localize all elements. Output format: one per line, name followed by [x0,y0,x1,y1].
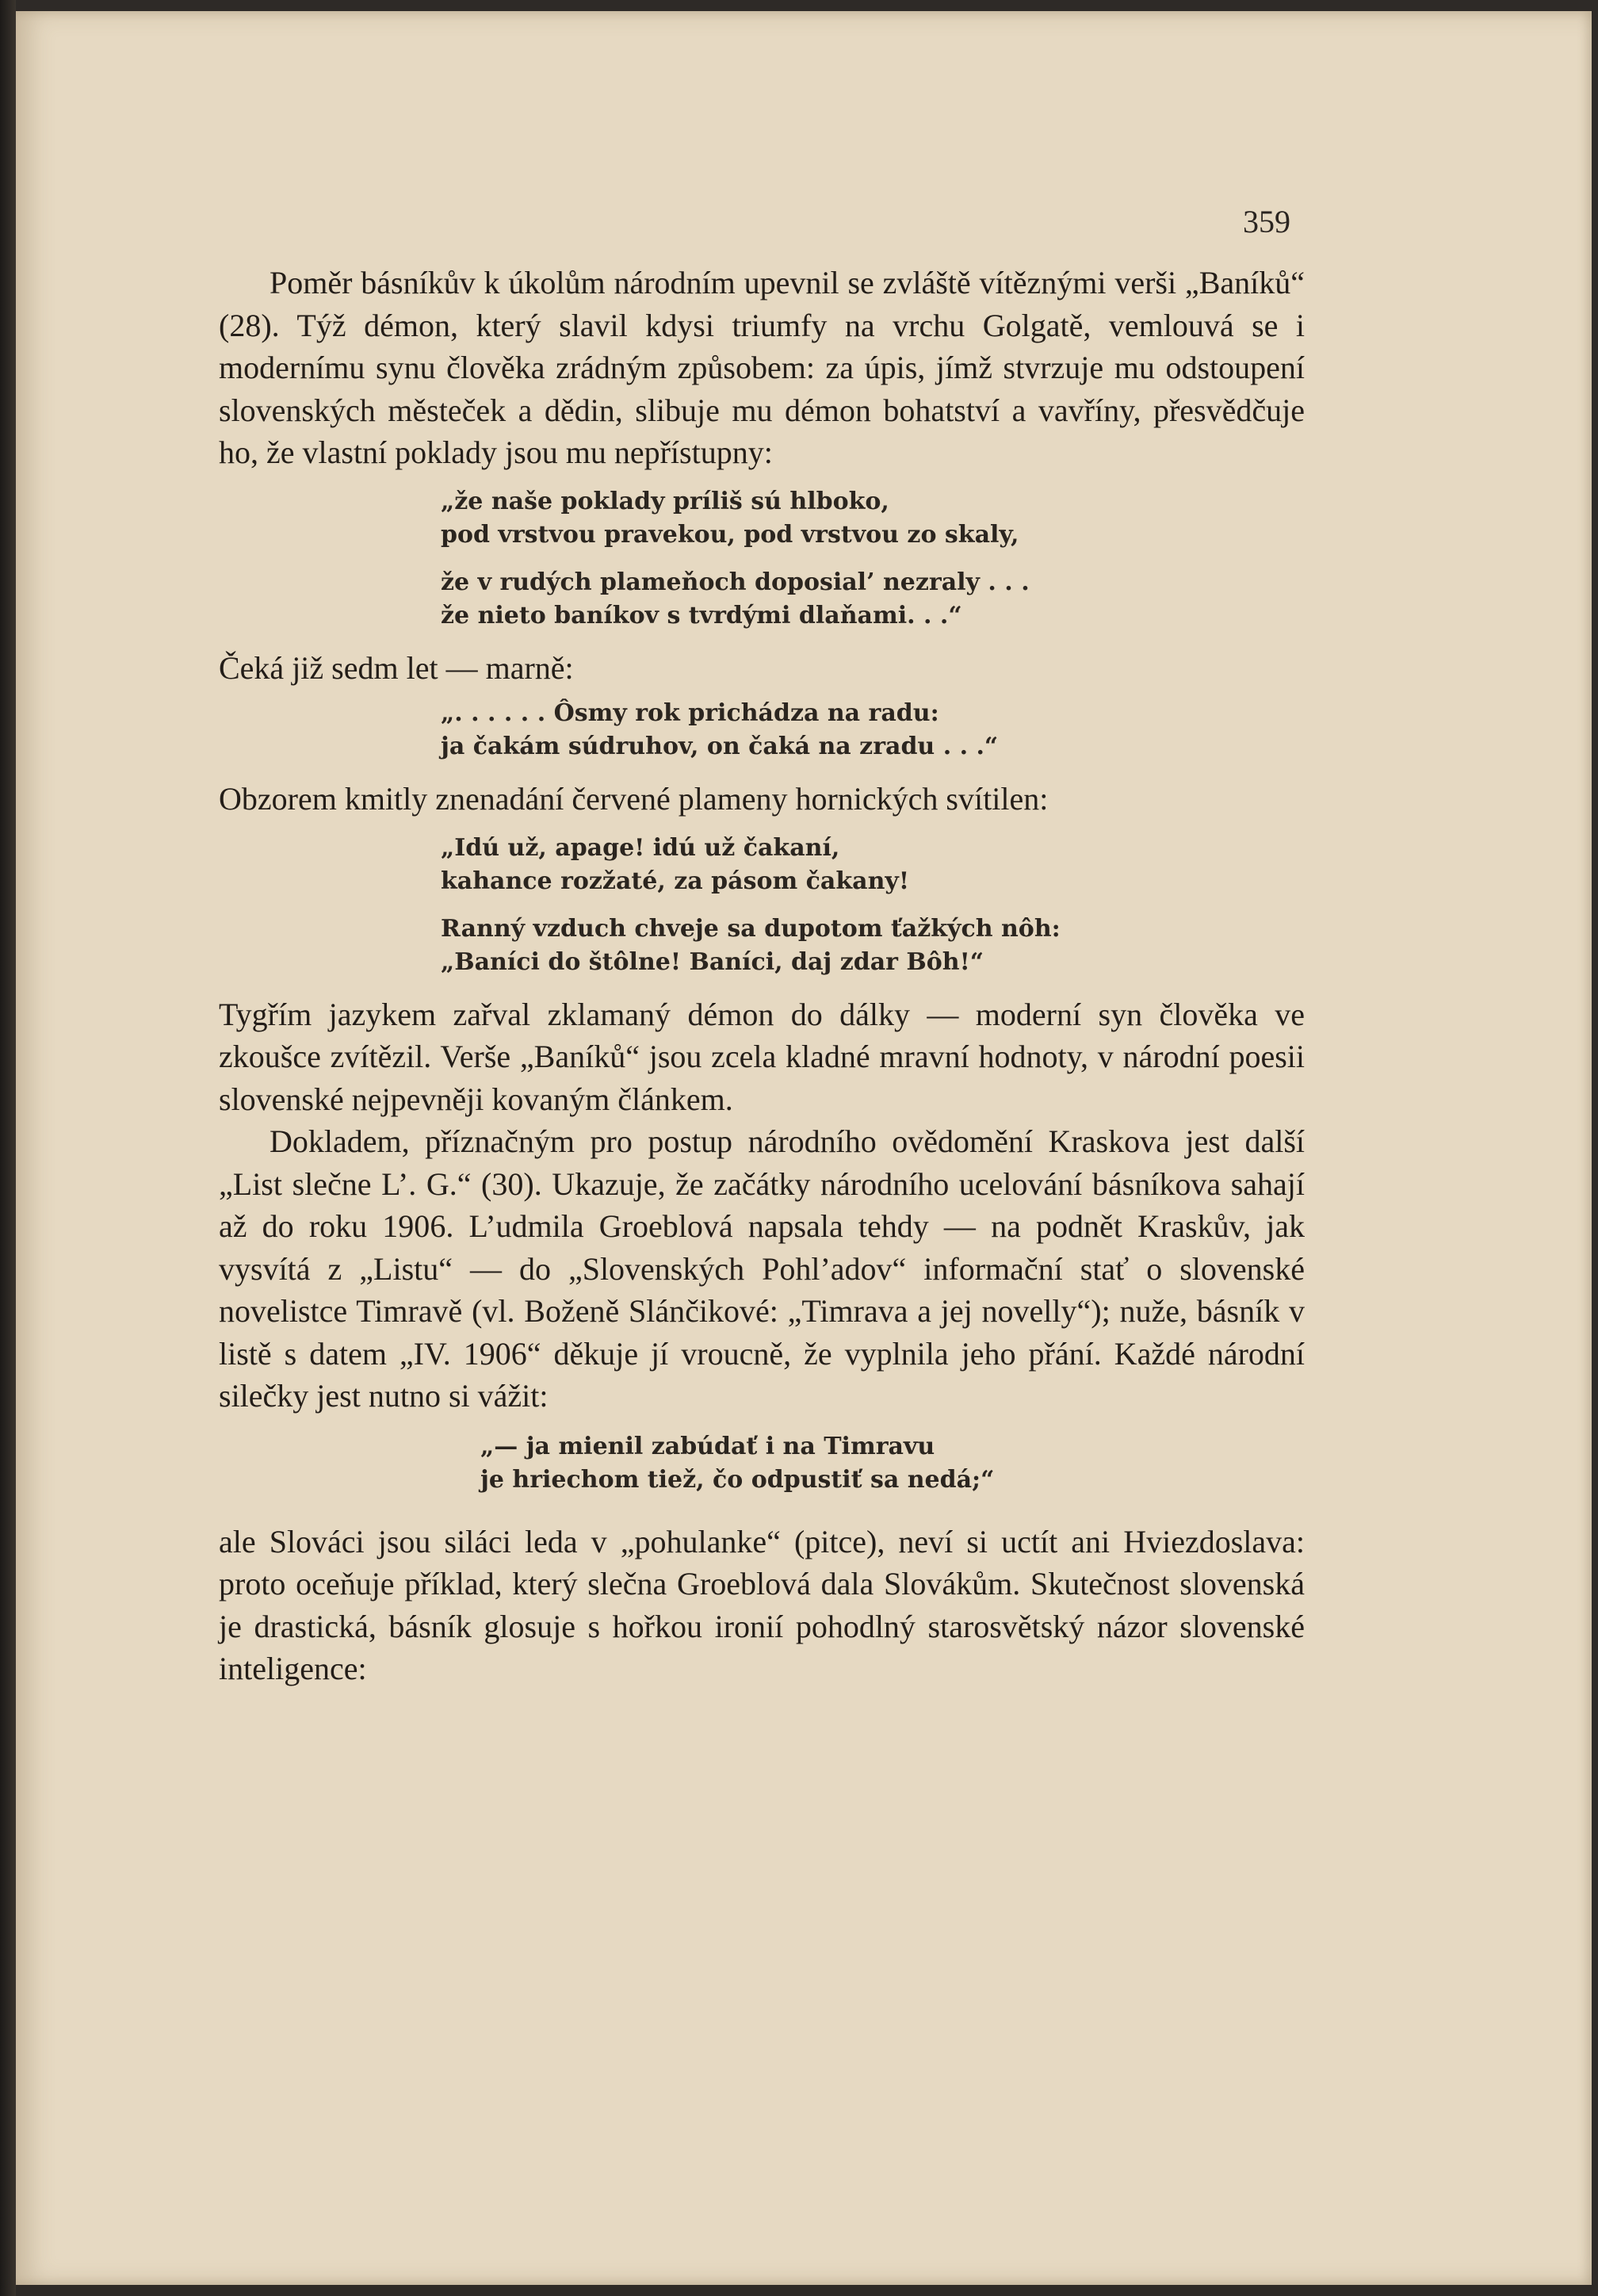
verse-line: je hriechom tiež, čo odpustiť sa nedá;“ [480,1465,995,1494]
verse-block-3 [441,832,1305,979]
page-body [219,262,1305,1690]
verse-line: „že naše poklady príliš sú hlboko, [441,487,889,515]
verse-block-1 [441,485,1305,633]
paragraph-4: ale Slováci jsou siláci leda v „pohulanke“ (pitce), neví si uctít ani Hviezdoslava: proto oceňuje příklad, který slečna Groeblová dala Slovákům. Skutečnost slovenská je drastická, básník glosuje s hořkou ironií pohodlný starosvětský názor slovenské inteligence: [219,1523,1305,1686]
verse-1-stanza-2 [441,566,1305,633]
verse-line: Ranný vzduch chveje sa dupotom ťažkých nôh: [441,914,1061,943]
verse-line: pod vrstvou pravekou, pod vrstvou zo skaly, [441,520,1019,549]
page-number: 359 [1243,204,1290,239]
book-spine [0,0,16,2296]
paragraph-3: Dokladem, příznačným pro postup národního ovědomění Kraskova jest další „List slečne L’. G.“ (30). Ukazuje, že začátky národního ucelování básníkova sahají až do roku 1906. L’udmila Groeblová napsala tehdy — na podnět Kraskův, jak vysvítá z „Listu“ — do „Slovenských Pohl’adov“ informační stať o slovenské novelistce Timravě (vl. Boženě Slánčikové: „Timrava a jej novelly“); nuže, básník v listě s datem „IV. 1906“ děkuje jí vroucně, že vyplnila jeho přání. Každé národní silečky jest nutno si vážit: [219,1123,1305,1414]
verse-line: že nieto baníkov s tvrdými dlaňami. . .“ [441,601,962,629]
line-3: Obzorem kmitly znenadání červené plameny hornických svítilen: [219,781,1049,817]
verse-line: „Idú už, apage! idú už čakaní, [441,833,840,862]
paragraph-1: Poměr básníkův k úkolům národním upevnil se zvláště vítěznými verši „Baníků“ (28). Týž démon, který slavil kdysi triumfy na vrchu Golgatě, vemlouvá se i modernímu synu člověka zrádným způsobem: za úpis, jímž stvrzuje mu odstoupení slovenských městeček a dědin, slibuje mu démon bohatství a vavříny, přesvědčuje ho, že vlastní poklady jsou mu nepřístupny: [219,265,1305,470]
verse-line: „— ja mienil zabúdať i na Timravu [480,1432,935,1460]
verse-block-2 [441,697,1305,763]
verse-line: „. . . . . . Ôsmy rok prichádza na radu: [441,699,939,727]
verse-3-stanza-1 [441,832,1305,898]
paragraph-2: Tygřím jazykem zařval zklamaný démon do dálky — moderní syn člověka ve zkoušce zvítězil. Verše „Baníků“ jsou zcela kladné mravní hodnoty, v národní poesii slovenské nejpevněji kovaným článkem. [219,996,1305,1117]
verse-3-stanza-2 [441,913,1305,979]
verse-block-4 [480,1430,1305,1497]
verse-line: kahance rozžaté, za pásom čakany! [441,867,910,895]
verse-line: ja čakám súdruhov, on čaká na zradu . . .“ [441,733,999,760]
line-2: Čeká již sedm let — marně: [219,649,574,686]
verse-1-stanza-1 [441,485,1305,552]
verse-line: že v rudých plameňoch doposial’ nezraly . . . [441,568,1030,596]
verse-line: „Baníci do štôlne! Baníci, daj zdar Bôh!“ [441,947,984,976]
